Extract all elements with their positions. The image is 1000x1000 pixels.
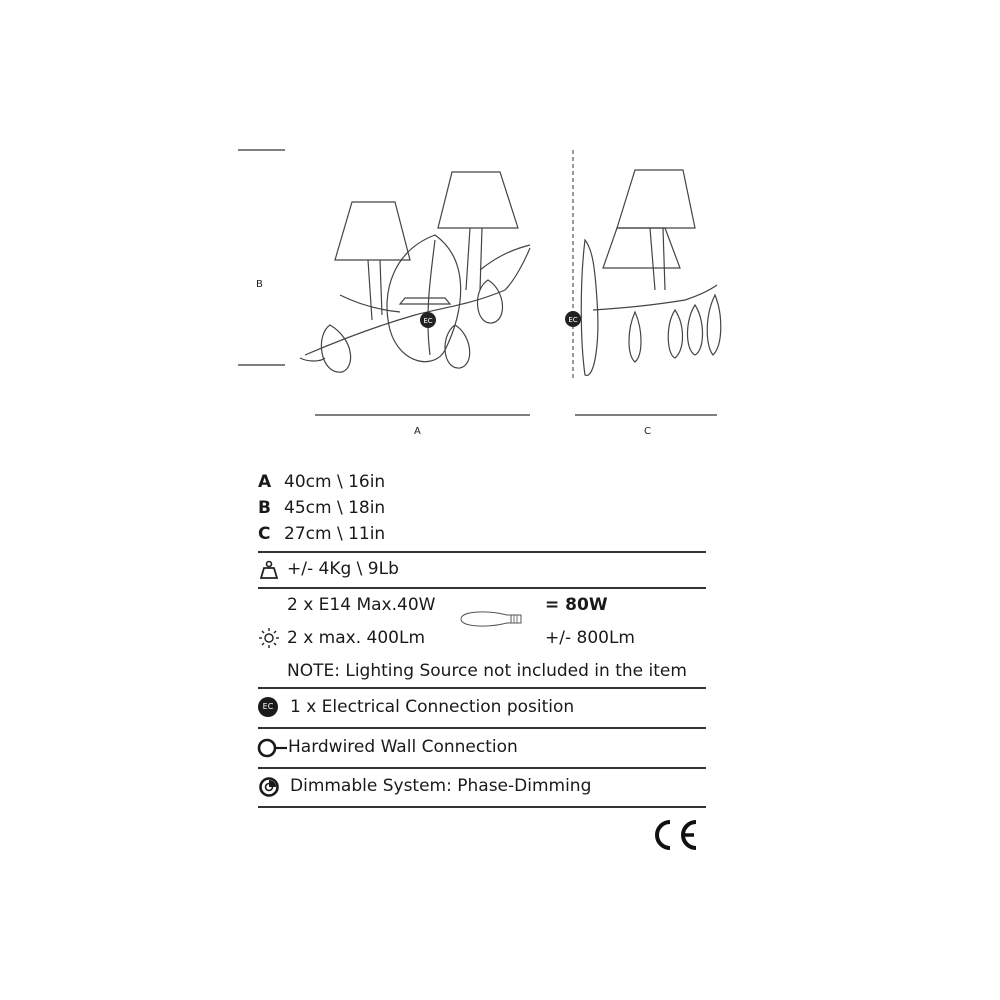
front-view-drawing <box>230 140 560 440</box>
divider <box>258 767 706 769</box>
weight-icon <box>260 560 278 580</box>
spec-row-a <box>258 472 385 492</box>
total-power: = 80W <box>545 595 608 615</box>
divider <box>258 727 706 729</box>
divider <box>258 551 706 553</box>
dimmable-text: Dimmable System: Phase-Dimming <box>290 776 592 796</box>
spec-key: A <box>258 472 272 492</box>
bulb-icon <box>457 606 525 632</box>
side-view-drawing <box>555 140 735 440</box>
spec-row-c <box>258 524 385 544</box>
hardwired-icon <box>257 737 289 759</box>
spec-key: C <box>258 524 271 544</box>
lumen-total: +/- 800Lm <box>545 628 635 648</box>
sun-icon <box>258 627 280 649</box>
spec-value: 27cm \ 11in <box>284 524 386 544</box>
electrical-connection-text: 1 x Electrical Connection position <box>290 697 575 717</box>
hardwired-text: Hardwired Wall Connection <box>288 737 518 757</box>
dimension-label-a: A <box>414 426 421 437</box>
dimmer-icon <box>258 776 280 798</box>
svg-text:EC: EC <box>568 316 578 324</box>
bulb-spec: 2 x E14 Max.40W <box>287 595 436 615</box>
divider <box>258 687 706 689</box>
ec-badge-icon: EC <box>258 697 278 717</box>
ce-mark-icon <box>652 818 700 852</box>
weight-value: +/- 4Kg \ 9Lb <box>287 559 399 579</box>
spec-value: 40cm \ 16in <box>284 472 386 492</box>
dimension-label-b: B <box>256 279 263 290</box>
divider <box>258 587 706 589</box>
spec-row-b <box>258 498 385 518</box>
svg-text:EC: EC <box>423 317 433 325</box>
dimension-label-c: C <box>644 426 651 437</box>
lumen-each: 2 x max. 400Lm <box>287 628 426 648</box>
lighting-note: NOTE: Lighting Source not included in the item <box>287 661 687 681</box>
divider <box>258 806 706 808</box>
spec-key: B <box>258 498 271 518</box>
spec-value: 45cm \ 18in <box>284 498 386 518</box>
